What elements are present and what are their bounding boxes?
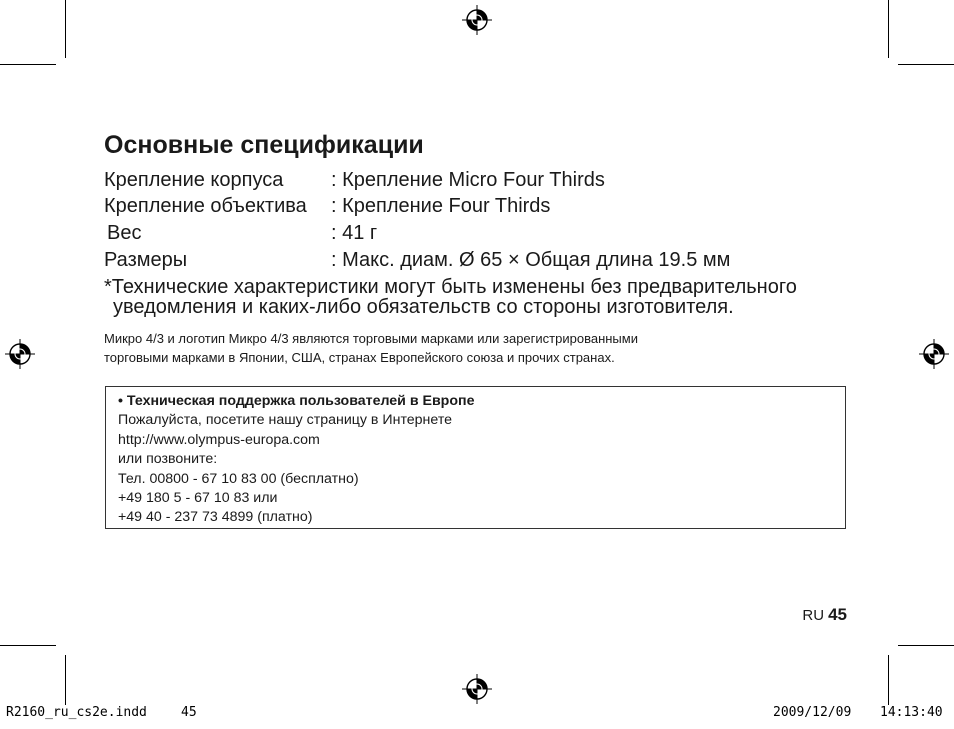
crop-mark-tr-horizontal bbox=[898, 64, 954, 65]
page-number bbox=[802, 605, 847, 625]
registration-mark-left-icon bbox=[4, 338, 36, 370]
support-line: Пожалуйста, посетите нашу страницу в Интернете bbox=[118, 412, 453, 429]
registration-mark-top-icon bbox=[461, 4, 493, 36]
spec-label-dimensions: Размеры bbox=[104, 249, 188, 271]
slug-page: 45 bbox=[181, 705, 197, 720]
crop-mark-tl-vertical bbox=[65, 0, 66, 58]
crop-mark-br-horizontal bbox=[898, 645, 954, 646]
spec-value-dimensions: : Макс. диам. Ø 65 × Общая длина 19.5 мм bbox=[331, 249, 731, 271]
slug-file: R2160_ru_cs2e.indd bbox=[6, 705, 147, 720]
crop-mark-bl-vertical bbox=[65, 655, 66, 705]
registration-mark-bottom-icon bbox=[461, 673, 493, 705]
trademark-line-2: торговыми марками в Японии, США, странах Европейского союза и прочих странах. bbox=[104, 350, 615, 365]
page-language: RU bbox=[802, 607, 825, 624]
crop-mark-tr-vertical bbox=[888, 0, 889, 58]
support-phone-free: Тел. 00800 - 67 10 83 00 (бесплатно) bbox=[118, 470, 359, 487]
crop-mark-bl-horizontal bbox=[0, 645, 56, 646]
spec-note-line-1: *Технические характеристики могут быть изменены без предварительного bbox=[104, 276, 797, 298]
support-phone-paid: +49 40 - 237 73 4899 (платно) bbox=[118, 509, 313, 526]
spec-label-body-mount: Крепление корпуса bbox=[104, 169, 284, 191]
slug-time: 14:13:40 bbox=[880, 705, 943, 720]
spec-value-weight: : 41 г bbox=[331, 222, 378, 244]
support-heading: • Техническая поддержка пользователей в Европе bbox=[118, 393, 475, 409]
crop-mark-br-vertical bbox=[888, 655, 889, 705]
support-phone-alt: +49 180 5 - 67 10 83 или bbox=[118, 490, 278, 507]
spec-note-line-2: уведомления и каких-либо обязательств со стороны изготовителя. bbox=[113, 296, 734, 318]
page-title: Основные спецификации bbox=[104, 131, 424, 159]
trademark-line-1: Микро 4/3 и логотип Микро 4/3 являются торговыми марками или зарегистрированными bbox=[104, 331, 638, 346]
support-line: или позвоните: bbox=[118, 451, 218, 468]
crop-mark-tl-horizontal bbox=[0, 64, 56, 65]
support-url: http://www.olympus-europa.com bbox=[118, 431, 320, 448]
registration-mark-right-icon bbox=[918, 338, 950, 370]
spec-label-weight: Вес bbox=[107, 222, 142, 244]
spec-label-lens-mount: Крепление объектива bbox=[104, 195, 307, 217]
spec-value-lens-mount: : Крепление Four Thirds bbox=[331, 195, 551, 217]
slug-date: 2009/12/09 bbox=[773, 705, 852, 720]
page-number-value: 45 bbox=[828, 605, 847, 624]
spec-value-body-mount: : Крепление Micro Four Thirds bbox=[331, 169, 605, 191]
support-box bbox=[105, 386, 846, 529]
